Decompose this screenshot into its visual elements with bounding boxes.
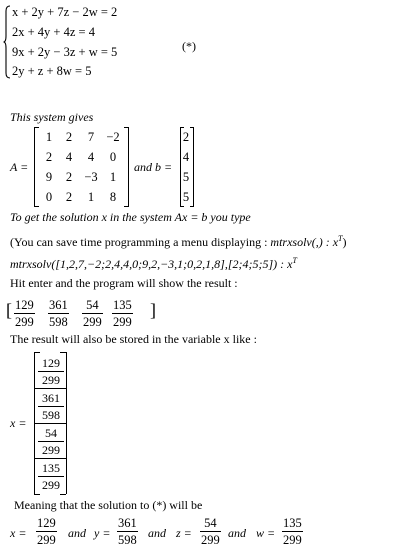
matrix-a-left-bracket xyxy=(34,127,39,207)
save-time-text: (You can save time programming a menu displaying : xyxy=(10,235,268,249)
final-and-2: and xyxy=(148,526,166,540)
vector-b-cell: 2 xyxy=(182,130,190,144)
x-column-numerator: 135 xyxy=(42,461,60,475)
final-z-label: z = xyxy=(176,526,192,540)
save-time-cmd: mtrxsolv(,) : x xyxy=(270,235,339,249)
equation-3: 9x + 2y − 3z + w = 5 xyxy=(12,45,118,59)
x-column-numerator: 54 xyxy=(45,426,57,440)
result-denominator: 299 xyxy=(113,315,132,329)
x-column-numerator: 129 xyxy=(42,356,60,370)
vector-b-cell: 4 xyxy=(182,150,190,164)
final-x-den: 299 xyxy=(37,533,56,547)
final-w-num: 135 xyxy=(283,516,302,530)
final-y-den: 598 xyxy=(118,533,137,547)
result-numerator: 129 xyxy=(15,298,34,312)
vector-b-cell: 5 xyxy=(182,190,190,204)
final-z-den: 299 xyxy=(201,533,220,547)
result-numerator: 135 xyxy=(113,298,132,312)
matrix-a-cell: 0 xyxy=(45,190,53,204)
final-x-fraction xyxy=(36,516,57,547)
matrix-a-cell: 8 xyxy=(109,190,117,204)
result-denominator: 299 xyxy=(15,315,34,329)
equation-tag: (*) xyxy=(182,39,196,53)
x-column-label: x = xyxy=(10,416,27,430)
result-fraction xyxy=(82,298,103,329)
final-w-fraction xyxy=(282,516,303,547)
matrix-a-cell: 2 xyxy=(65,170,73,184)
x-column-denominator: 598 xyxy=(42,408,60,422)
equation-4: 2y + z + 8w = 5 xyxy=(12,64,92,78)
instruction-text: To get the solution x in the system Ax = b you type xyxy=(10,210,251,224)
x-column-top-left-tick xyxy=(34,352,40,353)
command-sup: T xyxy=(292,256,297,265)
matrix-a-cell: 1 xyxy=(87,190,95,204)
result-numerator: 361 xyxy=(49,298,68,312)
matrix-a-cell: 2 xyxy=(65,130,73,144)
x-column-right-bar xyxy=(66,352,67,494)
x-column-fraction-bar xyxy=(38,441,64,442)
final-and-1: and xyxy=(68,526,86,540)
matrix-a-cell: 2 xyxy=(65,190,73,204)
save-time-line xyxy=(10,232,347,249)
result-close-bracket: ] xyxy=(150,300,156,320)
stored-text: The result will also be stored in the variable x like : xyxy=(10,332,257,346)
result-fraction xyxy=(112,298,133,329)
matrix-a-cell: 1 xyxy=(45,130,53,144)
result-open-bracket: [ xyxy=(6,300,12,320)
final-x-label: x = xyxy=(10,526,27,540)
matrix-a-cell: 7 xyxy=(87,130,95,144)
x-column-row-separator xyxy=(34,458,66,459)
final-and-3: and xyxy=(228,526,246,540)
intro-text: This system gives xyxy=(10,110,94,124)
matrix-a-label: A = xyxy=(10,160,29,174)
matrix-a-cell: −3 xyxy=(84,170,98,184)
save-time-sup: T xyxy=(338,234,343,243)
matrix-a-cell: 4 xyxy=(87,150,95,164)
save-time-close: ) xyxy=(342,235,347,249)
and-b-label: and b = xyxy=(134,160,173,174)
x-column-denominator: 299 xyxy=(42,478,60,492)
matrix-a-cell: 9 xyxy=(45,170,53,184)
result-denominator: 299 xyxy=(83,315,102,329)
matrix-a-cell: 1 xyxy=(109,170,117,184)
x-column-bottom-left-tick xyxy=(34,494,40,495)
x-column-bottom-right-tick xyxy=(60,494,66,495)
x-column-fraction-bar xyxy=(38,406,64,407)
final-z-num: 54 xyxy=(204,516,217,530)
x-column-numerator: 361 xyxy=(42,391,60,405)
x-column-denominator: 299 xyxy=(42,373,60,387)
final-y-label: y = xyxy=(94,526,111,540)
command-line xyxy=(10,254,297,271)
command-text: mtrxsolv([1,2,7,−2;2,4,4,0;9,2,−3,1;0,2,1,8],[2;4;5;5]) : x xyxy=(10,257,293,271)
final-z-fraction xyxy=(200,516,221,547)
x-column-fraction-bar xyxy=(38,476,64,477)
equation-2: 2x + 4y + 4z = 4 xyxy=(12,25,95,39)
left-brace xyxy=(3,5,11,79)
final-w-label: w = xyxy=(256,526,276,540)
hit-enter-text: Hit enter and the program will show the result : xyxy=(10,276,238,290)
final-y-fraction xyxy=(117,516,138,547)
matrix-a-cell: 2 xyxy=(45,150,53,164)
final-x-num: 129 xyxy=(37,516,56,530)
x-column-denominator: 299 xyxy=(42,443,60,457)
matrix-a-cell: 0 xyxy=(109,150,117,164)
result-numerator: 54 xyxy=(86,298,99,312)
final-y-num: 361 xyxy=(118,516,137,530)
matrix-a-cell: 4 xyxy=(65,150,73,164)
matrix-a-cell: −2 xyxy=(106,130,120,144)
x-column-row-separator xyxy=(34,423,66,424)
equation-1: x + 2y + 7z − 2w = 2 xyxy=(12,5,118,19)
matrix-a-right-bracket xyxy=(124,127,129,207)
x-column-fraction-bar xyxy=(38,371,64,372)
x-column-row-separator xyxy=(34,388,66,389)
final-w-den: 299 xyxy=(283,533,302,547)
result-fraction xyxy=(48,298,69,329)
result-denominator: 598 xyxy=(49,315,68,329)
meaning-text: Meaning that the solution to (*) will be xyxy=(14,498,203,512)
result-fraction xyxy=(14,298,35,329)
vector-b-cell: 5 xyxy=(182,170,190,184)
x-column-top-right-tick xyxy=(60,352,66,353)
